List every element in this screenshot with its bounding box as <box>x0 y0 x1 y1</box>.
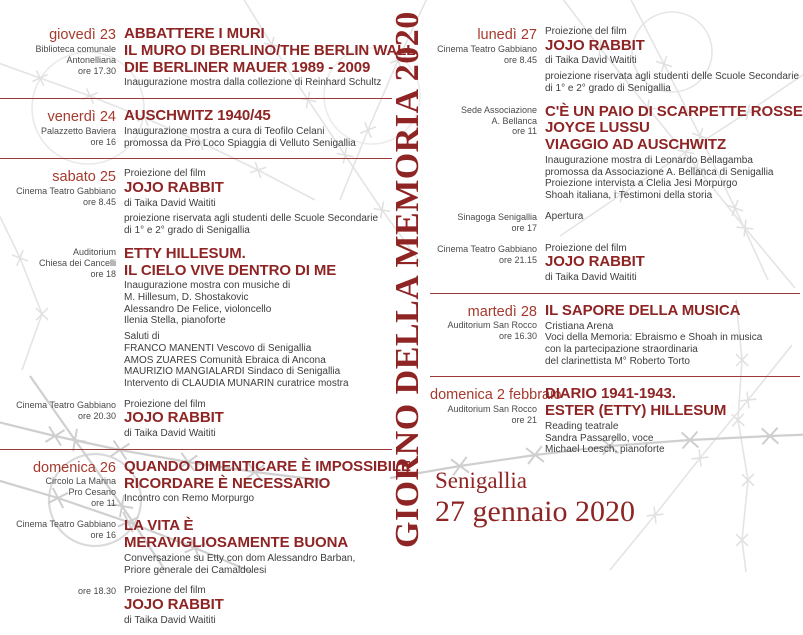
body-line: di Taika David Waititi <box>124 428 216 440</box>
title-line: JOJO RABBIT <box>124 178 224 196</box>
body-line: di 1° e 2° grado di Senigallia <box>124 225 250 237</box>
event-date: venerdì 24 <box>47 109 116 126</box>
venue-line: Sede Associazione <box>460 104 537 115</box>
title-line: MERAVIGLIOSAMENTE BUONA <box>124 534 349 552</box>
event-description <box>124 493 392 505</box>
event-description <box>124 126 392 149</box>
section-divider <box>430 376 800 377</box>
right-column <box>430 26 803 465</box>
venue-line: Auditorium <box>72 246 116 257</box>
title-line: DIE BERLINER MAUER 1989 - 2009 <box>124 58 371 76</box>
title-line: C'È UN PAIO DI SCARPETTE ROSSE <box>545 102 803 120</box>
event-title <box>124 25 416 76</box>
title-line: IL CIELO VIVE DENTRO DI ME <box>124 261 337 279</box>
body-line: Alessandro De Felice, violoncello <box>124 303 272 315</box>
body-line: promossa da Pro Loco Spiaggia di Velluto Senigallia <box>124 137 356 149</box>
pre-line: Proiezione del film <box>124 585 206 597</box>
event-content <box>116 399 392 440</box>
event-description <box>124 77 392 89</box>
venue-line: Cinema Teatro Gabbiano <box>437 243 537 254</box>
venue-line: ore 17 <box>511 222 537 233</box>
title-line: ETTY HILLESUM. <box>124 244 246 262</box>
body-line: promossa da Associazione A. Bellanca di Senigallia <box>545 166 774 178</box>
section-divider <box>0 98 392 99</box>
event-description <box>545 71 800 94</box>
body-line: Shoah italiana, i Testimoni della storia <box>545 190 713 201</box>
title-line: VIAGGIO AD AUSCHWITZ <box>545 136 727 154</box>
event-venue <box>430 386 562 426</box>
venue-line: Cinema Teatro Gabbiano <box>16 399 116 410</box>
event-row <box>430 211 800 234</box>
body-line: Michael Loesch, pianoforte <box>545 444 665 456</box>
venue-line: ore 17.30 <box>77 65 116 76</box>
event-row <box>430 26 800 95</box>
venue-line: Circolo La Marina <box>45 476 116 487</box>
event-description <box>124 428 392 440</box>
event-title <box>545 102 803 154</box>
event-venue <box>0 459 116 510</box>
venue-line: A. Bellanca <box>491 115 537 126</box>
event-date: lunedì 27 <box>477 27 537 43</box>
title-line: JOJO RABBIT <box>124 595 224 613</box>
title-line: LA VITA È <box>124 517 194 535</box>
event-description <box>124 615 392 627</box>
body-line: di Taika David Waititi <box>545 55 637 67</box>
venue-line: ore 11 <box>91 498 116 509</box>
venue-line: Sinagoga Senigallia <box>457 211 537 222</box>
body-line: FRANCO MANENTI Vescovo di Senigallia <box>124 342 312 354</box>
venue-line: ore 16 <box>90 136 116 147</box>
event-title <box>124 180 392 197</box>
event-venue <box>430 211 537 234</box>
event-description <box>124 331 392 389</box>
body-line: Cristiana Arena <box>545 320 614 332</box>
body-line: Incontro con Remo Morpurgo <box>124 493 255 505</box>
event-content <box>116 585 392 626</box>
event-description <box>545 321 800 368</box>
event-venue <box>0 26 116 77</box>
venue-line: Chiesa dei Cancelli <box>38 257 116 268</box>
event-date: sabato 25 <box>52 169 116 186</box>
venue-line: Palazzetto Baviera <box>40 125 116 136</box>
pre-line: Proiezione del film <box>124 398 206 410</box>
venue-line: Antonelliana <box>66 54 116 65</box>
title-line: IL MURO DI BERLINO/THE BERLIN WALL <box>124 41 416 59</box>
event-content <box>537 102 803 202</box>
event-venue <box>0 246 116 280</box>
event-content <box>116 518 392 576</box>
event-row <box>0 108 392 149</box>
body-line: proiezione riservata agli studenti delle Scuole Secondarie <box>545 71 800 83</box>
event-content <box>116 246 392 390</box>
venue-line: Auditorium San Rocco <box>447 320 537 331</box>
body-line: AMOS ZUARES Comunità Ebraica di Ancona <box>124 354 326 366</box>
event-preline <box>545 211 800 223</box>
body-line: di Taika David Waititi <box>545 272 637 284</box>
venue-line: ore 16 <box>90 530 116 541</box>
title-line: ABBATTERE I MURI <box>124 25 265 42</box>
pre-line: Proiezione del film <box>545 26 627 37</box>
title-line: DIARIO 1941-1943. <box>545 385 676 403</box>
title-line: JOYCE LUSSU <box>545 119 650 137</box>
event-title <box>545 38 800 55</box>
venue-line: ore 18 <box>90 268 116 279</box>
event-date: martedì 28 <box>467 303 537 320</box>
event-content <box>116 108 392 149</box>
event-venue <box>430 104 537 138</box>
venue-line: ore 20.30 <box>77 410 116 421</box>
event-venue <box>430 243 537 266</box>
footer <box>435 467 635 529</box>
event-description <box>124 213 392 236</box>
event-row <box>0 168 392 237</box>
section-divider <box>430 293 800 294</box>
footer-date: 27 gennaio 2020 <box>435 494 635 528</box>
body-line: del clarinettista M° Roberto Torto <box>545 355 690 367</box>
event-venue <box>430 303 537 343</box>
event-title <box>124 518 392 552</box>
body-line: Inaugurazione mostra dalla collezione di Reinhard Schultz <box>124 77 382 89</box>
title-line: ESTER (ETTY) HILLESUM <box>545 402 727 420</box>
body-line: Proiezione intervista a Clelia Jesi Morpurgo <box>545 178 738 190</box>
event-row <box>430 386 800 456</box>
body-line: M. Hillesum, D. Shostakovic <box>124 292 249 304</box>
event-date: domenica 2 febbraio <box>430 387 562 404</box>
event-venue <box>0 518 116 541</box>
event-title <box>545 254 800 271</box>
venue-line: Cinema Teatro Gabbiano <box>16 519 116 530</box>
body-line: Reading teatrale <box>545 420 619 432</box>
event-venue <box>0 585 116 597</box>
venue-line: ore 16.30 <box>498 331 537 342</box>
body-line: Sandra Passarello, voce <box>545 432 654 444</box>
venue-line: ore 18.30 <box>77 586 116 597</box>
event-row <box>430 102 803 202</box>
event-description <box>545 55 800 67</box>
pre-line: Apertura <box>545 210 584 222</box>
event-row <box>430 303 800 368</box>
event-preline <box>545 26 800 38</box>
body-line: di 1° e 2° grado di Senigallia <box>545 82 671 94</box>
body-line: Inaugurazione mostra di Leonardo Bellagamba <box>545 154 753 166</box>
body-line: Intervento di CLAUDIA MUNARIN curatrice mostra <box>124 377 349 389</box>
event-title <box>124 410 392 427</box>
event-content <box>537 243 800 284</box>
body-line: Inaugurazione mostra a cura di Teofilo Celani <box>124 125 325 137</box>
event-description <box>124 280 392 327</box>
title-line: AUSCHWITZ 1940/45 <box>124 107 271 125</box>
event-row <box>0 246 392 390</box>
event-venue <box>0 168 116 208</box>
event-date: giovedì 23 <box>49 27 116 43</box>
event-venue <box>0 399 116 422</box>
event-content <box>116 168 392 237</box>
body-line: con la partecipazione straordinaria <box>545 343 698 355</box>
body-line: di Taika David Waititi <box>124 614 216 626</box>
event-row <box>0 457 411 510</box>
section-divider <box>0 158 392 159</box>
event-content <box>537 386 800 456</box>
event-row <box>0 585 392 626</box>
event-content <box>116 457 411 505</box>
event-content <box>116 25 416 89</box>
title-line: RICORDARE È NECESSARIO <box>124 474 331 492</box>
venue-line: ore 11 <box>512 126 537 137</box>
venue-line: Biblioteca comunale <box>35 43 116 54</box>
event-venue <box>0 108 116 148</box>
event-title <box>545 303 800 320</box>
venue-line: Auditorium San Rocco <box>447 404 537 415</box>
body-line: Ilenia Stella, pianoforte <box>124 315 226 327</box>
venue-line: ore 21.15 <box>498 254 537 265</box>
event-content <box>537 26 800 95</box>
event-venue <box>430 26 537 66</box>
event-row <box>0 399 392 440</box>
event-date: domenica 26 <box>32 459 116 476</box>
event-description <box>124 553 392 576</box>
venue-line: Pro Cesano <box>68 487 116 498</box>
venue-line: ore 8.45 <box>82 196 116 207</box>
event-row <box>0 25 416 89</box>
title-line: JOJO RABBIT <box>545 253 645 271</box>
venue-line: Cinema Teatro Gabbiano <box>437 43 537 54</box>
event-content <box>537 211 800 223</box>
body-line: Inaugurazione mostra con musiche di <box>124 280 291 292</box>
body-line: Saluti di <box>124 331 160 343</box>
event-title <box>124 246 392 280</box>
body-line: MAURIZIO MANGIALARDI Sindaco di Senigallia <box>124 366 341 378</box>
event-description <box>124 198 392 210</box>
body-line: Priore generale dei Camaldolesi <box>124 564 267 576</box>
body-line: di Taika David Waititi <box>124 197 216 209</box>
body-line: Voci della Memoria: Ebraismo e Shoah in musica <box>545 332 763 344</box>
pre-line: Proiezione del film <box>124 168 206 180</box>
footer-city: Senigallia <box>435 468 527 493</box>
venue-line: Cinema Teatro Gabbiano <box>16 185 116 196</box>
title-line: JOJO RABBIT <box>124 409 224 427</box>
section-divider <box>0 449 392 450</box>
event-description <box>545 272 800 284</box>
page-title: GIORNO DELLA MEMORIA 2020 <box>389 11 426 548</box>
event-title <box>124 457 411 493</box>
event-title <box>124 108 392 125</box>
event-title <box>124 597 392 614</box>
title-line: JOJO RABBIT <box>545 36 645 54</box>
venue-line: ore 8.45 <box>503 54 537 65</box>
title-line: QUANDO DIMENTICARE È IMPOSSIBILE <box>124 457 411 475</box>
venue-line: ore 21 <box>511 414 537 425</box>
body-line: proiezione riservata agli studenti delle Scuole Secondarie <box>124 213 379 225</box>
event-content <box>537 303 800 368</box>
event-description <box>545 155 800 202</box>
body-line: Conversazione su Etty con dom Alessandro Barban, <box>124 552 356 564</box>
event-row <box>0 518 392 576</box>
title-line: IL SAPORE DELLA MUSICA <box>545 301 741 319</box>
event-title <box>545 386 800 420</box>
event-row <box>430 243 800 284</box>
event-description <box>545 421 800 456</box>
pre-line: Proiezione del film <box>545 242 627 254</box>
